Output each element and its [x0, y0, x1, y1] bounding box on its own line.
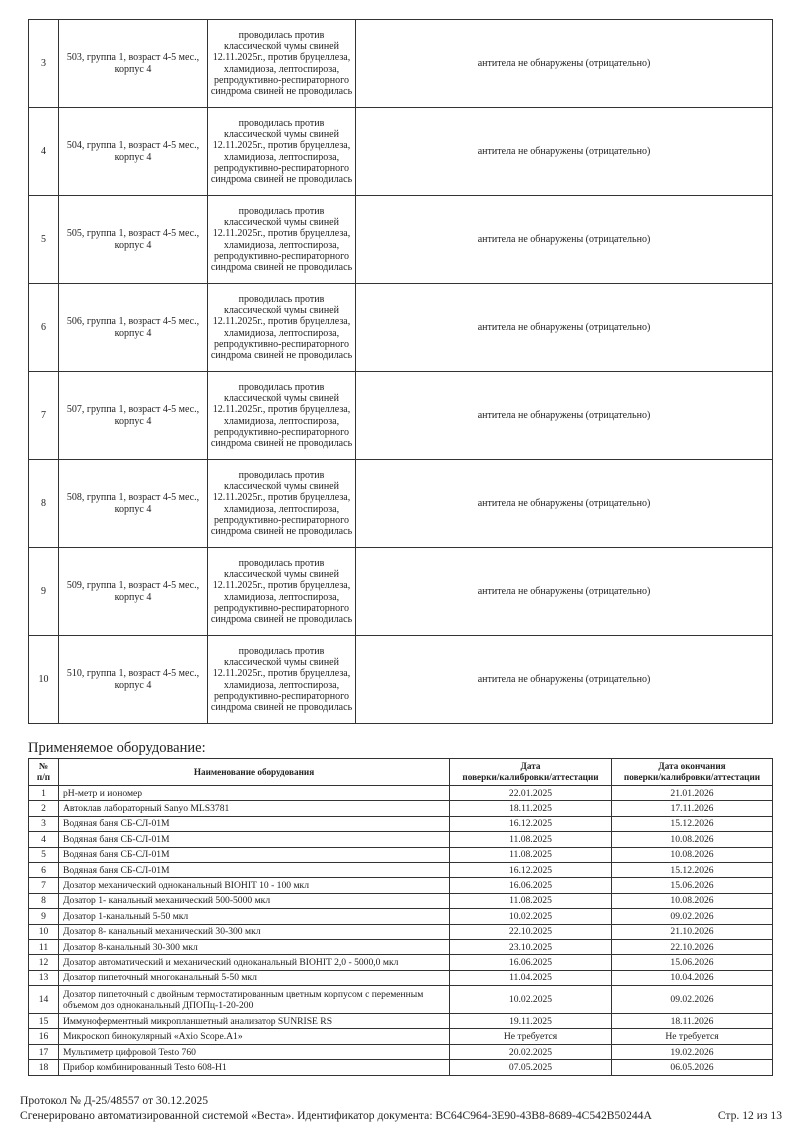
equipment-name: Дозатор автоматический и механический одноканальный BIOHIT 2,0 - 5000,0 мкл — [59, 955, 450, 970]
equipment-row — [29, 816, 773, 831]
row-number: 7 — [29, 372, 59, 460]
end-date: 17.11.2026 — [612, 801, 773, 816]
equipment-row — [29, 970, 773, 985]
end-date: 21.10.2026 — [612, 924, 773, 939]
header-end-date: Дата окончания поверки/калибровки/аттестации — [612, 759, 773, 786]
vaccination-info: проводилась против классической чумы свиней 12.11.2025г., против бруцеллеза, хламидиоза, лептоспироза, репродуктивно-респираторного синдрома свиней не проводилась — [208, 284, 356, 372]
vaccination-info: проводилась против классической чумы свиней 12.11.2025г., против бруцеллеза, хламидиоза, лептоспироза, репродуктивно-респираторного синдрома свиней не проводилась — [208, 460, 356, 548]
equipment-row — [29, 924, 773, 939]
test-result: антитела не обнаружены (отрицательно) — [356, 284, 773, 372]
sample-id: 509, группа 1, возраст 4-5 мес., корпус 4 — [59, 548, 208, 636]
end-date: 10.08.2026 — [612, 893, 773, 908]
test-result: антитела не обнаружены (отрицательно) — [356, 636, 773, 724]
equipment-table — [28, 758, 773, 1076]
equipment-row — [29, 878, 773, 893]
check-date: 11.04.2025 — [450, 970, 612, 985]
end-date: 15.12.2026 — [612, 862, 773, 877]
end-date: 15.12.2026 — [612, 816, 773, 831]
test-result: антитела не обнаружены (отрицательно) — [356, 108, 773, 196]
vaccination-info: проводилась против классической чумы свиней 12.11.2025г., против бруцеллеза, хламидиоза, лептоспироза, репродуктивно-респираторного синдрома свиней не проводилась — [208, 20, 356, 108]
test-result: антитела не обнаружены (отрицательно) — [356, 372, 773, 460]
row-number: 6 — [29, 284, 59, 372]
equipment-number: 9 — [29, 909, 59, 924]
equipment-name: Водяная баня СБ-СЛ-01М — [59, 847, 450, 862]
equipment-number: 15 — [29, 1014, 59, 1029]
equipment-row — [29, 1060, 773, 1075]
table-row — [29, 460, 773, 548]
equipment-number: 10 — [29, 924, 59, 939]
equipment-name: Дозатор 8- канальный механический 30-300 мкл — [59, 924, 450, 939]
equipment-number: 3 — [29, 816, 59, 831]
check-date: Не требуется — [450, 1029, 612, 1044]
vaccination-info: проводилась против классической чумы свиней 12.11.2025г., против бруцеллеза, хламидиоза, лептоспироза, репродуктивно-респираторного синдрома свиней не проводилась — [208, 548, 356, 636]
equipment-row — [29, 801, 773, 816]
end-date: 09.02.2026 — [612, 909, 773, 924]
vaccination-info: проводилась против классической чумы свиней 12.11.2025г., против бруцеллеза, хламидиоза, лептоспироза, репродуктивно-респираторного синдрома свиней не проводилась — [208, 196, 356, 284]
check-date: 16.12.2025 — [450, 816, 612, 831]
end-date: 15.06.2026 — [612, 955, 773, 970]
check-date: 19.11.2025 — [450, 1014, 612, 1029]
end-date: 22.10.2026 — [612, 939, 773, 954]
test-result: антитела не обнаружены (отрицательно) — [356, 196, 773, 284]
equipment-row — [29, 786, 773, 801]
equipment-row — [29, 1029, 773, 1044]
end-date: 06.05.2026 — [612, 1060, 773, 1075]
equipment-row — [29, 1044, 773, 1059]
results-table — [28, 19, 773, 724]
equipment-name: Дозатор 1-канальный 5-50 мкл — [59, 909, 450, 924]
equipment-number: 16 — [29, 1029, 59, 1044]
equipment-name: Автоклав лабораторный Sanyo MLS3781 — [59, 801, 450, 816]
equipment-name: Дозатор 8-канальный 30-300 мкл — [59, 939, 450, 954]
sample-id: 505, группа 1, возраст 4-5 мес., корпус 4 — [59, 196, 208, 284]
protocol-number: Протокол № Д-25/48557 от 30.12.2025 — [20, 1094, 209, 1107]
test-result: антитела не обнаружены (отрицательно) — [356, 20, 773, 108]
end-date: 09.02.2026 — [612, 986, 773, 1014]
header-number: № п/п — [29, 759, 59, 786]
check-date: 10.02.2025 — [450, 909, 612, 924]
equipment-section-title: Применяемое оборудование: — [28, 740, 206, 756]
table-row — [29, 548, 773, 636]
check-date: 11.08.2025 — [450, 847, 612, 862]
row-number: 4 — [29, 108, 59, 196]
vaccination-info: проводилась против классической чумы свиней 12.11.2025г., против бруцеллеза, хламидиоза, лептоспироза, репродуктивно-респираторного синдрома свиней не проводилась — [208, 636, 356, 724]
check-date: 11.08.2025 — [450, 832, 612, 847]
equipment-row — [29, 847, 773, 862]
equipment-name: Дозатор 1- канальный механический 500-5000 мкл — [59, 893, 450, 908]
equipment-number: 6 — [29, 862, 59, 877]
equipment-number: 18 — [29, 1060, 59, 1075]
equipment-name: pH-метр и иономер — [59, 786, 450, 801]
header-equipment-name: Наименование оборудования — [59, 759, 450, 786]
equipment-number: 12 — [29, 955, 59, 970]
equipment-name: Водяная баня СБ-СЛ-01М — [59, 816, 450, 831]
table-row — [29, 372, 773, 460]
end-date: 21.01.2026 — [612, 786, 773, 801]
row-number: 9 — [29, 548, 59, 636]
equipment-name: Микроскоп бинокулярный «Axio Scope.A1» — [59, 1029, 450, 1044]
equipment-name: Дозатор механический одноканальный BIOHIT 10 - 100 мкл — [59, 878, 450, 893]
equipment-name: Водяная баня СБ-СЛ-01М — [59, 832, 450, 847]
equipment-number: 13 — [29, 970, 59, 985]
equipment-row — [29, 1014, 773, 1029]
end-date: 18.11.2026 — [612, 1014, 773, 1029]
equipment-row — [29, 893, 773, 908]
equipment-row — [29, 939, 773, 954]
equipment-row — [29, 986, 773, 1014]
equipment-number: 7 — [29, 878, 59, 893]
check-date: 16.06.2025 — [450, 878, 612, 893]
row-number: 3 — [29, 20, 59, 108]
equipment-name: Мультиметр цифровой Testo 760 — [59, 1044, 450, 1059]
test-result: антитела не обнаружены (отрицательно) — [356, 548, 773, 636]
check-date: 18.11.2025 — [450, 801, 612, 816]
equipment-header-row — [29, 759, 773, 786]
equipment-name: Дозатор пипеточный с двойным термостатированным цветным корпусом с переменным объемом доз одноканальный ДПОПц-1-20-200 — [59, 986, 450, 1014]
sample-id: 507, группа 1, возраст 4-5 мес., корпус 4 — [59, 372, 208, 460]
end-date: 19.02.2026 — [612, 1044, 773, 1059]
end-date: 10.04.2026 — [612, 970, 773, 985]
row-number: 10 — [29, 636, 59, 724]
equipment-number: 4 — [29, 832, 59, 847]
equipment-row — [29, 909, 773, 924]
equipment-number: 5 — [29, 847, 59, 862]
sample-id: 503, группа 1, возраст 4-5 мес., корпус 4 — [59, 20, 208, 108]
check-date: 11.08.2025 — [450, 893, 612, 908]
table-row — [29, 108, 773, 196]
end-date: 10.08.2026 — [612, 832, 773, 847]
equipment-number: 14 — [29, 986, 59, 1014]
check-date: 22.01.2025 — [450, 786, 612, 801]
page-number: Стр. 12 из 13 — [717, 1109, 782, 1122]
equipment-number: 11 — [29, 939, 59, 954]
check-date: 16.06.2025 — [450, 955, 612, 970]
table-row — [29, 284, 773, 372]
check-date: 22.10.2025 — [450, 924, 612, 939]
equipment-number: 8 — [29, 893, 59, 908]
test-result: антитела не обнаружены (отрицательно) — [356, 460, 773, 548]
sample-id: 508, группа 1, возраст 4-5 мес., корпус 4 — [59, 460, 208, 548]
sample-id: 504, группа 1, возраст 4-5 мес., корпус 4 — [59, 108, 208, 196]
sample-id: 506, группа 1, возраст 4-5 мес., корпус 4 — [59, 284, 208, 372]
check-date: 07.05.2025 — [450, 1060, 612, 1075]
end-date: 15.06.2026 — [612, 878, 773, 893]
equipment-name: Дозатор пипеточный многоканальный 5-50 мкл — [59, 970, 450, 985]
equipment-name: Прибор комбинированный Testo 608-H1 — [59, 1060, 450, 1075]
check-date: 10.02.2025 — [450, 986, 612, 1014]
equipment-number: 17 — [29, 1044, 59, 1059]
end-date: Не требуется — [612, 1029, 773, 1044]
check-date: 23.10.2025 — [450, 939, 612, 954]
check-date: 16.12.2025 — [450, 862, 612, 877]
row-number: 8 — [29, 460, 59, 548]
sample-id: 510, группа 1, возраст 4-5 мес., корпус 4 — [59, 636, 208, 724]
generated-by-note: Сгенерировано автоматизированной системой «Веста». Идентификатор документа: BC64C964-3E90-43B8-8689-4C542B50244A — [20, 1109, 652, 1122]
row-number: 5 — [29, 196, 59, 284]
equipment-row — [29, 862, 773, 877]
equipment-row — [29, 955, 773, 970]
equipment-row — [29, 832, 773, 847]
equipment-name: Водяная баня СБ-СЛ-01М — [59, 862, 450, 877]
equipment-number: 2 — [29, 801, 59, 816]
header-check-date: Дата поверки/калибровки/аттестации — [450, 759, 612, 786]
end-date: 10.08.2026 — [612, 847, 773, 862]
check-date: 20.02.2025 — [450, 1044, 612, 1059]
vaccination-info: проводилась против классической чумы свиней 12.11.2025г., против бруцеллеза, хламидиоза, лептоспироза, репродуктивно-респираторного синдрома свиней не проводилась — [208, 108, 356, 196]
table-row — [29, 20, 773, 108]
equipment-number: 1 — [29, 786, 59, 801]
table-row — [29, 636, 773, 724]
vaccination-info: проводилась против классической чумы свиней 12.11.2025г., против бруцеллеза, хламидиоза, лептоспироза, репродуктивно-респираторного синдрома свиней не проводилась — [208, 372, 356, 460]
page-footer — [20, 1093, 782, 1123]
table-row — [29, 196, 773, 284]
equipment-name: Иммуноферментный микропланшетный анализатор SUNRISE RS — [59, 1014, 450, 1029]
